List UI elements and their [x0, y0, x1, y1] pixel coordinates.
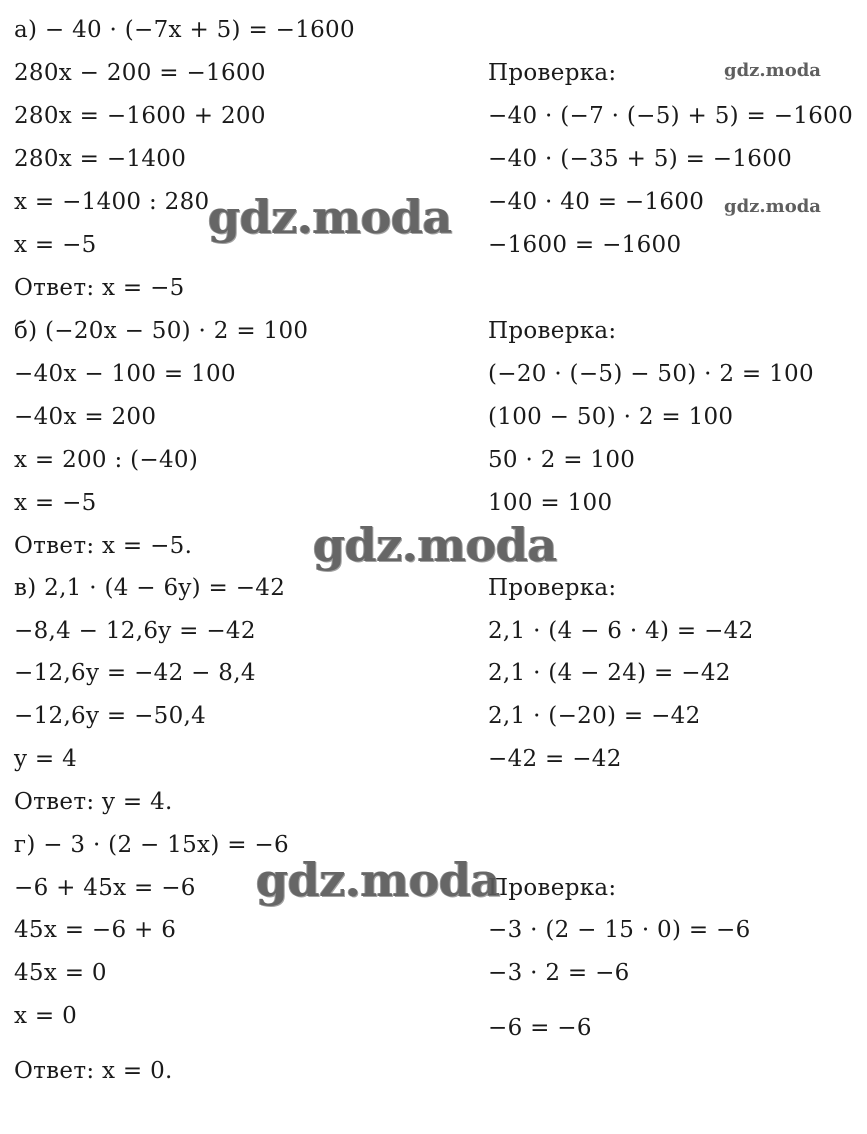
solution-c-equation: в) 2,1 · (4 − 6y) = −42 — [14, 575, 286, 601]
check-d-step-2: −3 · 2 = −6 — [488, 960, 630, 986]
solution-a-step-1: 280x − 200 = −1600 — [14, 60, 266, 86]
solution-b-step-1: −40x − 100 = 100 — [14, 361, 236, 387]
solution-a-step-5: x = −5 — [14, 232, 97, 258]
solution-a-step-3: 280x = −1400 — [14, 146, 187, 172]
check-d-step-3: −6 = −6 — [488, 1015, 592, 1041]
check-a-step-2: −40 · (−35 + 5) = −1600 — [488, 146, 793, 172]
solution-d-answer: Ответ: x = 0. — [14, 1058, 173, 1084]
solution-d-step-2: 45x = −6 + 6 — [14, 917, 177, 943]
check-c-step-4: −42 = −42 — [488, 746, 622, 772]
solution-d-step-1: −6 + 45x = −6 — [14, 875, 196, 901]
check-b-step-4: 100 = 100 — [488, 490, 613, 516]
check-b-heading: Проверка: — [488, 318, 617, 344]
solution-a-step-4: x = −1400 : 280 — [14, 189, 210, 215]
solution-b-step-4: x = −5 — [14, 490, 97, 516]
check-a-step-1: −40 · (−7 · (−5) + 5) = −1600 — [488, 103, 854, 129]
solution-c-step-3: −12,6y = −50,4 — [14, 703, 207, 729]
watermark-small-middle: gdz.moda — [724, 196, 821, 217]
check-d-heading: Проверка: — [488, 875, 617, 901]
solution-b-answer: Ответ: x = −5. — [14, 533, 193, 559]
solution-a-step-2: 280x = −1600 + 200 — [14, 103, 266, 129]
solution-d-equation: г) − 3 · (2 − 15x) = −6 — [14, 832, 289, 858]
check-b-step-3: 50 · 2 = 100 — [488, 447, 636, 473]
solution-a-answer: Ответ: x = −5 — [14, 275, 185, 301]
check-a-step-3: −40 · 40 = −1600 — [488, 189, 705, 215]
solution-b-equation: б) (−20x − 50) · 2 = 100 — [14, 318, 309, 344]
solution-c-step-1: −8,4 − 12,6y = −42 — [14, 618, 256, 644]
solution-c-step-2: −12,6y = −42 − 8,4 — [14, 660, 256, 686]
check-c-step-1: 2,1 · (4 − 6 · 4) = −42 — [488, 618, 754, 644]
solution-a-equation: а) − 40 · (−7x + 5) = −1600 — [14, 17, 355, 43]
watermark-small-top: gdz.moda — [724, 60, 821, 81]
solution-c-answer: Ответ: y = 4. — [14, 789, 173, 815]
check-d-step-1: −3 · (2 − 15 · 0) = −6 — [488, 917, 751, 943]
check-b-step-2: (100 − 50) · 2 = 100 — [488, 404, 734, 430]
check-a-heading: Проверка: — [488, 60, 617, 86]
check-c-heading: Проверка: — [488, 575, 617, 601]
watermark-large-3: gdz.moda — [256, 853, 500, 907]
solution-d-step-3: 45x = 0 — [14, 960, 107, 986]
solution-c-step-4: y = 4 — [14, 746, 78, 772]
watermark-large-2: gdz.moda — [313, 518, 557, 572]
check-a-step-4: −1600 = −1600 — [488, 232, 682, 258]
solution-d-step-4: x = 0 — [14, 1003, 77, 1029]
watermark-large-1: gdz.moda — [208, 190, 452, 244]
check-c-step-3: 2,1 · (−20) = −42 — [488, 703, 701, 729]
check-b-step-1: (−20 · (−5) − 50) · 2 = 100 — [488, 361, 814, 387]
solution-b-step-3: x = 200 : (−40) — [14, 447, 199, 473]
check-c-step-2: 2,1 · (4 − 24) = −42 — [488, 660, 731, 686]
solution-b-step-2: −40x = 200 — [14, 404, 157, 430]
